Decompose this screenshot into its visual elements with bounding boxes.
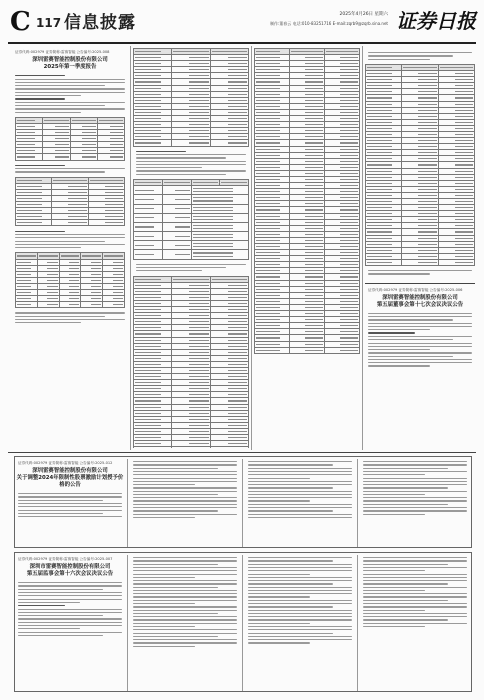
notice-title: 2025年第一季度报告 — [43, 64, 97, 70]
editor-contact: 制作:董春云 电话:010-83251716 E-mail:zqrb9@zqrb.sina.net — [269, 21, 388, 26]
page-number: 117 — [36, 16, 62, 30]
top-block — [8, 46, 476, 450]
company-name: 深圳雷赛智能控制股份有限公司 — [32, 57, 108, 63]
announcement-meta: 证券代码:002979 证券简称:雷赛智能 公告编号:2025-007 — [18, 557, 113, 561]
shareholder-table — [133, 179, 249, 260]
announcement-meta: 证券代码:002979 证券简称:雷赛智能 公告编号:2025-006 — [368, 287, 463, 292]
notice-price-adjustment — [14, 456, 472, 548]
notice-q1-report — [12, 46, 128, 450]
header-rule — [8, 42, 476, 44]
notice-title: 关于调整2024年限制性股票激励计划授予价格的公告 — [16, 475, 124, 488]
company-name: 深圳雷赛智能控制股份有限公司 — [382, 294, 458, 301]
section-title: 信息披露 — [64, 13, 136, 33]
cash-flow-column — [365, 48, 475, 448]
body-text — [365, 309, 475, 371]
section-logo-letter: C — [10, 7, 31, 37]
newspaper-masthead: 证券日报 — [396, 9, 476, 33]
notice-title: 第五届监事会第十六次会议决议公告 — [26, 571, 114, 577]
cash-flow-table — [365, 64, 475, 266]
page-header — [8, 6, 478, 40]
announcement-meta: 证券代码:002979 证券简称:雷赛智能 公告编号:2025-012 — [18, 461, 113, 465]
announcement-meta: 证券代码:002979 证券简称:雷赛智能 公告编号:2025-008 — [15, 50, 110, 54]
balance-sheet-table — [133, 48, 249, 147]
company-name: 深圳市雷赛智能控制股份有限公司 — [29, 564, 111, 570]
notice-supervisory-board — [14, 552, 472, 692]
issue-date: 2025年4月26日 星期六 — [339, 12, 388, 17]
income-statement-table — [254, 48, 360, 354]
notice-board-resolution — [365, 283, 475, 371]
company-name: 深圳雷赛智能控制股份有限公司 — [32, 468, 108, 474]
notice-title: 第五届董事会第十七次会议决议公告 — [376, 301, 464, 308]
income-statement-column — [254, 48, 360, 448]
body-text — [12, 71, 128, 117]
balance-sheet-column — [133, 48, 249, 448]
financial-table — [12, 117, 128, 161]
